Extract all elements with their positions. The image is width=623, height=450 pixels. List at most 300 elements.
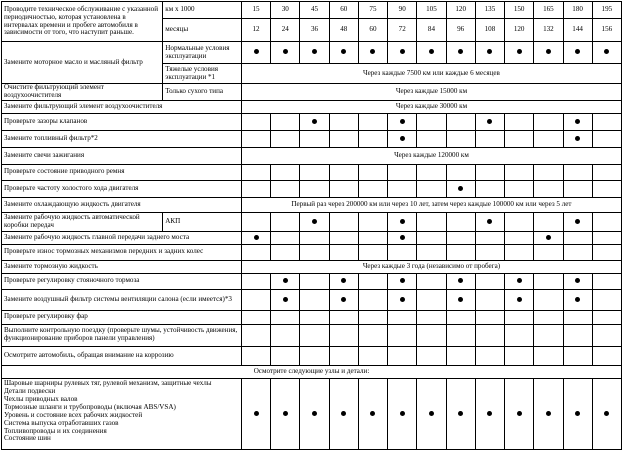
months-value: 120	[505, 19, 534, 42]
schedule-cell	[358, 164, 387, 180]
schedule-cell	[446, 378, 475, 449]
schedule-cell	[505, 289, 534, 310]
schedule-cell	[505, 244, 534, 260]
inspect-item: Шаровые шарниры рулевых тяг, рулевой механизм, защитные чехлы	[4, 378, 212, 387]
schedule-cell	[446, 244, 475, 260]
service-dot	[254, 235, 259, 240]
schedule-cell	[592, 244, 621, 260]
coolant-note: Первый раз через 200000 км или через 10 лет, затем через каждые 100000 км или через 5 лет	[241, 197, 621, 212]
schedule-cell	[475, 212, 504, 231]
schedule-cell	[329, 346, 358, 365]
schedule-cell	[592, 289, 621, 310]
schedule-cell	[300, 324, 329, 346]
schedule-cell	[417, 231, 446, 244]
service-dot	[429, 49, 434, 54]
months-value: 24	[271, 19, 300, 42]
service-dot	[341, 297, 346, 302]
schedule-cell	[417, 324, 446, 346]
km-value: 105	[417, 2, 446, 19]
schedule-cell	[505, 346, 534, 365]
service-dot	[400, 49, 405, 54]
schedule-cell	[534, 231, 563, 244]
schedule-cell	[417, 273, 446, 289]
schedule-cell	[300, 164, 329, 180]
inspect-row	[2, 378, 622, 449]
schedule-cell	[534, 273, 563, 289]
schedule-cell	[505, 212, 534, 231]
schedule-cell	[475, 289, 504, 310]
schedule-cell	[241, 180, 270, 197]
schedule-cell	[300, 180, 329, 197]
km-value: 75	[358, 2, 387, 19]
fuel-filter-row	[2, 130, 622, 147]
schedule-cell	[241, 346, 270, 365]
idle-speed-label: Проверьте частоту холостого хода двигателя	[2, 180, 242, 197]
schedule-cell	[505, 113, 534, 130]
km-value: 15	[241, 2, 270, 19]
corrosion-label: Осмотрите автомобиль, обращая внимание на коррозию	[2, 346, 242, 365]
service-dot	[517, 278, 522, 283]
fuel-filter-label: Замените топливный фильтр*2	[2, 130, 242, 147]
schedule-cell	[300, 231, 329, 244]
schedule-cell	[592, 378, 621, 449]
schedule-cell	[271, 346, 300, 365]
schedule-cell	[271, 180, 300, 197]
service-dot	[517, 297, 522, 302]
schedule-cell	[417, 310, 446, 324]
schedule-cell	[505, 378, 534, 449]
service-dot	[429, 411, 434, 416]
months-value: 84	[417, 19, 446, 42]
schedule-cell	[592, 42, 621, 64]
schedule-cell	[534, 212, 563, 231]
schedule-cell	[300, 212, 329, 231]
road-test-row	[2, 324, 622, 346]
service-dot	[283, 297, 288, 302]
schedule-cell	[534, 310, 563, 324]
schedule-cell	[475, 378, 504, 449]
schedule-cell	[475, 42, 504, 64]
schedule-cell	[592, 231, 621, 244]
schedule-cell	[271, 378, 300, 449]
schedule-cell	[358, 212, 387, 231]
schedule-cell	[329, 130, 358, 147]
months-value: 144	[563, 19, 592, 42]
schedule-cell	[446, 289, 475, 310]
schedule-cell	[446, 180, 475, 197]
service-dot	[400, 411, 405, 416]
schedule-cell	[241, 212, 270, 231]
schedule-cell	[505, 164, 534, 180]
service-dot	[312, 411, 317, 416]
inspect-section-title: Осмотрите следующие узлы и детали:	[2, 365, 622, 378]
schedule-cell	[563, 289, 592, 310]
service-dot	[546, 411, 551, 416]
schedule-cell	[388, 130, 417, 147]
inspect-item: Чехлы приводных валов	[4, 394, 78, 403]
km-value: 120	[446, 2, 475, 19]
schedule-cell	[300, 378, 329, 449]
schedule-cell	[271, 324, 300, 346]
schedule-cell	[358, 289, 387, 310]
parking-brake-row	[2, 273, 622, 289]
schedule-cell	[417, 244, 446, 260]
schedule-cell	[329, 273, 358, 289]
schedule-cell	[271, 42, 300, 64]
schedule-cell	[417, 164, 446, 180]
km-value: 150	[505, 2, 534, 19]
headlights-row	[2, 310, 622, 324]
schedule-cell	[475, 231, 504, 244]
brake-fluid-label: Замените тормозную жидкость	[2, 260, 242, 273]
schedule-cell	[329, 324, 358, 346]
service-dot	[487, 49, 492, 54]
km-value: 180	[563, 2, 592, 19]
cabin-filter-row	[2, 289, 622, 310]
service-dot	[458, 278, 463, 283]
schedule-cell	[563, 324, 592, 346]
km-value: 165	[534, 2, 563, 19]
schedule-cell	[563, 212, 592, 231]
schedule-cell	[475, 346, 504, 365]
schedule-cell	[534, 164, 563, 180]
schedule-cell	[329, 378, 358, 449]
schedule-cell	[329, 164, 358, 180]
intro-text: Проводите техническое обслуживание с указанной периодичностью, которая установлена в интервалах времени и пробеге автомобиля в зависимости от того, что наступит раньше.	[2, 2, 163, 42]
drive-belt-label: Проверьте состояние приводного ремня	[2, 164, 242, 180]
schedule-cell	[475, 180, 504, 197]
inspect-item: Уровень и состояние всех рабочих жидкостей	[4, 410, 143, 419]
inspect-item: Тормозные шланги и трубопроводы (включая ABS/VSA)	[4, 402, 176, 411]
schedule-cell	[388, 289, 417, 310]
service-dot	[254, 411, 259, 416]
months-value: 132	[534, 19, 563, 42]
schedule-cell	[241, 113, 270, 130]
inspect-items	[2, 378, 242, 449]
km-value: 60	[329, 2, 358, 19]
schedule-cell	[241, 231, 270, 244]
schedule-cell	[271, 164, 300, 180]
rear-diff-row	[2, 231, 622, 244]
months-value: 156	[592, 19, 621, 42]
service-dot	[575, 119, 580, 124]
schedule-cell	[563, 231, 592, 244]
schedule-cell	[417, 378, 446, 449]
severe-conditions-label: Тяжелые условия эксплуатации *1	[163, 64, 242, 84]
schedule-cell	[475, 324, 504, 346]
schedule-cell	[563, 113, 592, 130]
service-dot	[575, 297, 580, 302]
schedule-cell	[505, 310, 534, 324]
schedule-cell	[534, 378, 563, 449]
schedule-cell	[592, 130, 621, 147]
schedule-cell	[271, 273, 300, 289]
service-dot	[487, 411, 492, 416]
schedule-cell	[534, 42, 563, 64]
schedule-cell	[534, 289, 563, 310]
schedule-cell	[300, 244, 329, 260]
schedule-cell	[475, 273, 504, 289]
oil-change-label: Замените моторное масло и масляный фильтр	[2, 42, 163, 84]
schedule-cell	[358, 346, 387, 365]
km-value: 30	[271, 2, 300, 19]
spark-plugs-label: Замените свечи зажигания	[2, 147, 242, 164]
schedule-cell	[241, 273, 270, 289]
km-value: 45	[300, 2, 329, 19]
schedule-cell	[592, 310, 621, 324]
schedule-cell	[563, 130, 592, 147]
spark-plugs-note: Через каждые 120000 км	[241, 147, 621, 164]
schedule-cell	[475, 113, 504, 130]
schedule-cell	[534, 244, 563, 260]
schedule-cell	[241, 164, 270, 180]
service-dot	[487, 219, 492, 224]
schedule-cell	[358, 130, 387, 147]
schedule-cell	[446, 310, 475, 324]
schedule-cell	[446, 231, 475, 244]
dry-type-label: Только сухого типа	[163, 84, 242, 101]
schedule-cell	[271, 244, 300, 260]
schedule-cell	[563, 273, 592, 289]
schedule-cell	[534, 113, 563, 130]
schedule-cell	[505, 324, 534, 346]
service-dot	[341, 278, 346, 283]
schedule-cell	[446, 346, 475, 365]
service-dot	[458, 49, 463, 54]
brake-fluid-note: Через каждые 3 года (независимо от пробега)	[241, 260, 621, 273]
schedule-cell	[563, 310, 592, 324]
schedule-cell	[388, 113, 417, 130]
schedule-cell	[329, 310, 358, 324]
schedule-cell	[358, 180, 387, 197]
schedule-cell	[446, 273, 475, 289]
schedule-cell	[241, 244, 270, 260]
schedule-cell	[358, 273, 387, 289]
schedule-cell	[329, 180, 358, 197]
schedule-cell	[505, 273, 534, 289]
schedule-cell	[475, 244, 504, 260]
schedule-cell	[271, 113, 300, 130]
service-dot	[341, 411, 346, 416]
service-dot	[283, 49, 288, 54]
schedule-cell	[446, 212, 475, 231]
schedule-cell	[388, 244, 417, 260]
rear-diff-label: Замените рабочую жидкость главной передачи заднего моста	[2, 231, 242, 244]
schedule-cell	[271, 289, 300, 310]
service-dot	[575, 219, 580, 224]
service-dot	[400, 297, 405, 302]
service-dot	[546, 49, 551, 54]
schedule-cell	[358, 324, 387, 346]
km-label: км x 1000	[163, 2, 242, 19]
schedule-cell	[358, 113, 387, 130]
schedule-cell	[505, 42, 534, 64]
service-dot	[604, 49, 609, 54]
service-dot	[370, 49, 375, 54]
schedule-cell	[241, 42, 270, 64]
months-label: месяцы	[163, 19, 242, 42]
months-value: 48	[329, 19, 358, 42]
service-dot	[400, 219, 405, 224]
schedule-cell	[300, 42, 329, 64]
schedule-cell	[534, 180, 563, 197]
schedule-cell	[300, 273, 329, 289]
schedule-cell	[388, 324, 417, 346]
maintenance-table	[1, 1, 622, 450]
brakes-wear-label: Проверьте износ тормозных механизмов передних и задних колес	[2, 244, 242, 260]
service-dot	[575, 411, 580, 416]
service-dot	[604, 411, 609, 416]
schedule-cell	[388, 42, 417, 64]
schedule-cell	[505, 180, 534, 197]
atf-row	[2, 212, 622, 231]
schedule-cell	[241, 324, 270, 346]
valves-label: Проверьте зазоры клапанов	[2, 113, 242, 130]
months-value: 72	[388, 19, 417, 42]
schedule-cell	[417, 130, 446, 147]
inspect-item: Состояние шин	[4, 434, 51, 443]
coolant-label: Замените охлаждающую жидкость двигателя	[2, 197, 242, 212]
schedule-cell	[446, 42, 475, 64]
maintenance-schedule	[1, 1, 622, 443]
inspect-item: Топливопроводы и их соединения	[4, 426, 107, 435]
schedule-cell	[388, 164, 417, 180]
service-dot	[575, 136, 580, 141]
corrosion-row	[2, 346, 622, 365]
months-value: 60	[358, 19, 387, 42]
service-dot	[575, 278, 580, 283]
schedule-cell	[358, 42, 387, 64]
schedule-cell	[271, 212, 300, 231]
air-filter-clean-label: Очистите фильтрующий элемент воздухоочистителя	[2, 84, 163, 101]
schedule-cell	[592, 273, 621, 289]
service-dot	[458, 411, 463, 416]
normal-conditions-label: Нормальные условия эксплуатации	[163, 42, 242, 64]
schedule-cell	[534, 324, 563, 346]
service-dot	[312, 219, 317, 224]
service-dot	[458, 186, 463, 191]
schedule-cell	[300, 310, 329, 324]
schedule-cell	[563, 378, 592, 449]
schedule-cell	[534, 130, 563, 147]
km-value: 195	[592, 2, 621, 19]
road-test-label: Выполните контрольную поездку (проверьте шумы, устойчивость движения, функционирование приборов панели управления)	[2, 324, 242, 346]
months-value: 108	[475, 19, 504, 42]
schedule-cell	[329, 231, 358, 244]
schedule-cell	[300, 346, 329, 365]
automatic-transmission-label: АКП	[163, 212, 242, 231]
schedule-cell	[388, 212, 417, 231]
atf-label: Замените рабочую жидкость автоматической коробки передач	[2, 212, 163, 231]
service-dot	[312, 49, 317, 54]
months-value: 96	[446, 19, 475, 42]
schedule-cell	[592, 212, 621, 231]
schedule-cell	[388, 310, 417, 324]
service-dot	[546, 235, 551, 240]
service-dot	[341, 49, 346, 54]
schedule-cell	[446, 113, 475, 130]
schedule-cell	[563, 164, 592, 180]
inspect-item: Система выпуска отработавших газов	[4, 418, 119, 427]
schedule-cell	[592, 164, 621, 180]
schedule-cell	[417, 180, 446, 197]
schedule-cell	[388, 231, 417, 244]
schedule-cell	[241, 378, 270, 449]
schedule-cell	[563, 346, 592, 365]
schedule-cell	[592, 180, 621, 197]
km-value: 90	[388, 2, 417, 19]
service-dot	[400, 278, 405, 283]
service-dot	[517, 49, 522, 54]
schedule-cell	[388, 180, 417, 197]
service-dot	[400, 119, 405, 124]
air-filter-clean-note: Через каждые 15000 км	[241, 84, 621, 101]
cabin-filter-label: Замените воздушный фильтр системы вентиляции салона (если имеется)*3	[2, 289, 242, 310]
schedule-cell	[563, 244, 592, 260]
schedule-cell	[329, 212, 358, 231]
inspect-item: Детали подвески	[4, 386, 56, 395]
parking-brake-label: Проверьте регулировку стояночного тормоза	[2, 273, 242, 289]
idle-speed-row	[2, 180, 622, 197]
schedule-cell	[446, 130, 475, 147]
schedule-cell	[300, 130, 329, 147]
service-dot	[254, 49, 259, 54]
schedule-cell	[475, 164, 504, 180]
service-dot	[400, 136, 405, 141]
service-dot	[283, 278, 288, 283]
headlights-label: Проверьте регулировку фар	[2, 310, 242, 324]
service-dot	[575, 49, 580, 54]
schedule-cell	[446, 164, 475, 180]
km-value: 135	[475, 2, 504, 19]
schedule-cell	[388, 346, 417, 365]
schedule-cell	[358, 310, 387, 324]
schedule-cell	[505, 231, 534, 244]
schedule-cell	[271, 130, 300, 147]
valves-row	[2, 113, 622, 130]
schedule-cell	[241, 130, 270, 147]
service-dot	[517, 411, 522, 416]
schedule-cell	[563, 42, 592, 64]
service-dot	[458, 297, 463, 302]
service-dot	[283, 411, 288, 416]
schedule-cell	[300, 113, 329, 130]
schedule-cell	[417, 289, 446, 310]
schedule-cell	[475, 310, 504, 324]
schedule-cell	[329, 113, 358, 130]
brakes-wear-row	[2, 244, 622, 260]
schedule-cell	[505, 130, 534, 147]
schedule-cell	[417, 212, 446, 231]
months-value: 12	[241, 19, 270, 42]
schedule-cell	[592, 113, 621, 130]
schedule-cell	[241, 289, 270, 310]
schedule-cell	[388, 378, 417, 449]
schedule-cell	[417, 42, 446, 64]
schedule-cell	[592, 346, 621, 365]
schedule-cell	[241, 310, 270, 324]
schedule-cell	[592, 324, 621, 346]
schedule-cell	[300, 289, 329, 310]
drive-belt-row	[2, 164, 622, 180]
schedule-cell	[417, 113, 446, 130]
schedule-cell	[329, 289, 358, 310]
air-filter-replace-label: Замените фильтрующий элемент воздухоочистителя	[2, 100, 242, 113]
service-dot	[370, 411, 375, 416]
schedule-cell	[534, 346, 563, 365]
service-dot	[400, 235, 405, 240]
schedule-cell	[446, 324, 475, 346]
